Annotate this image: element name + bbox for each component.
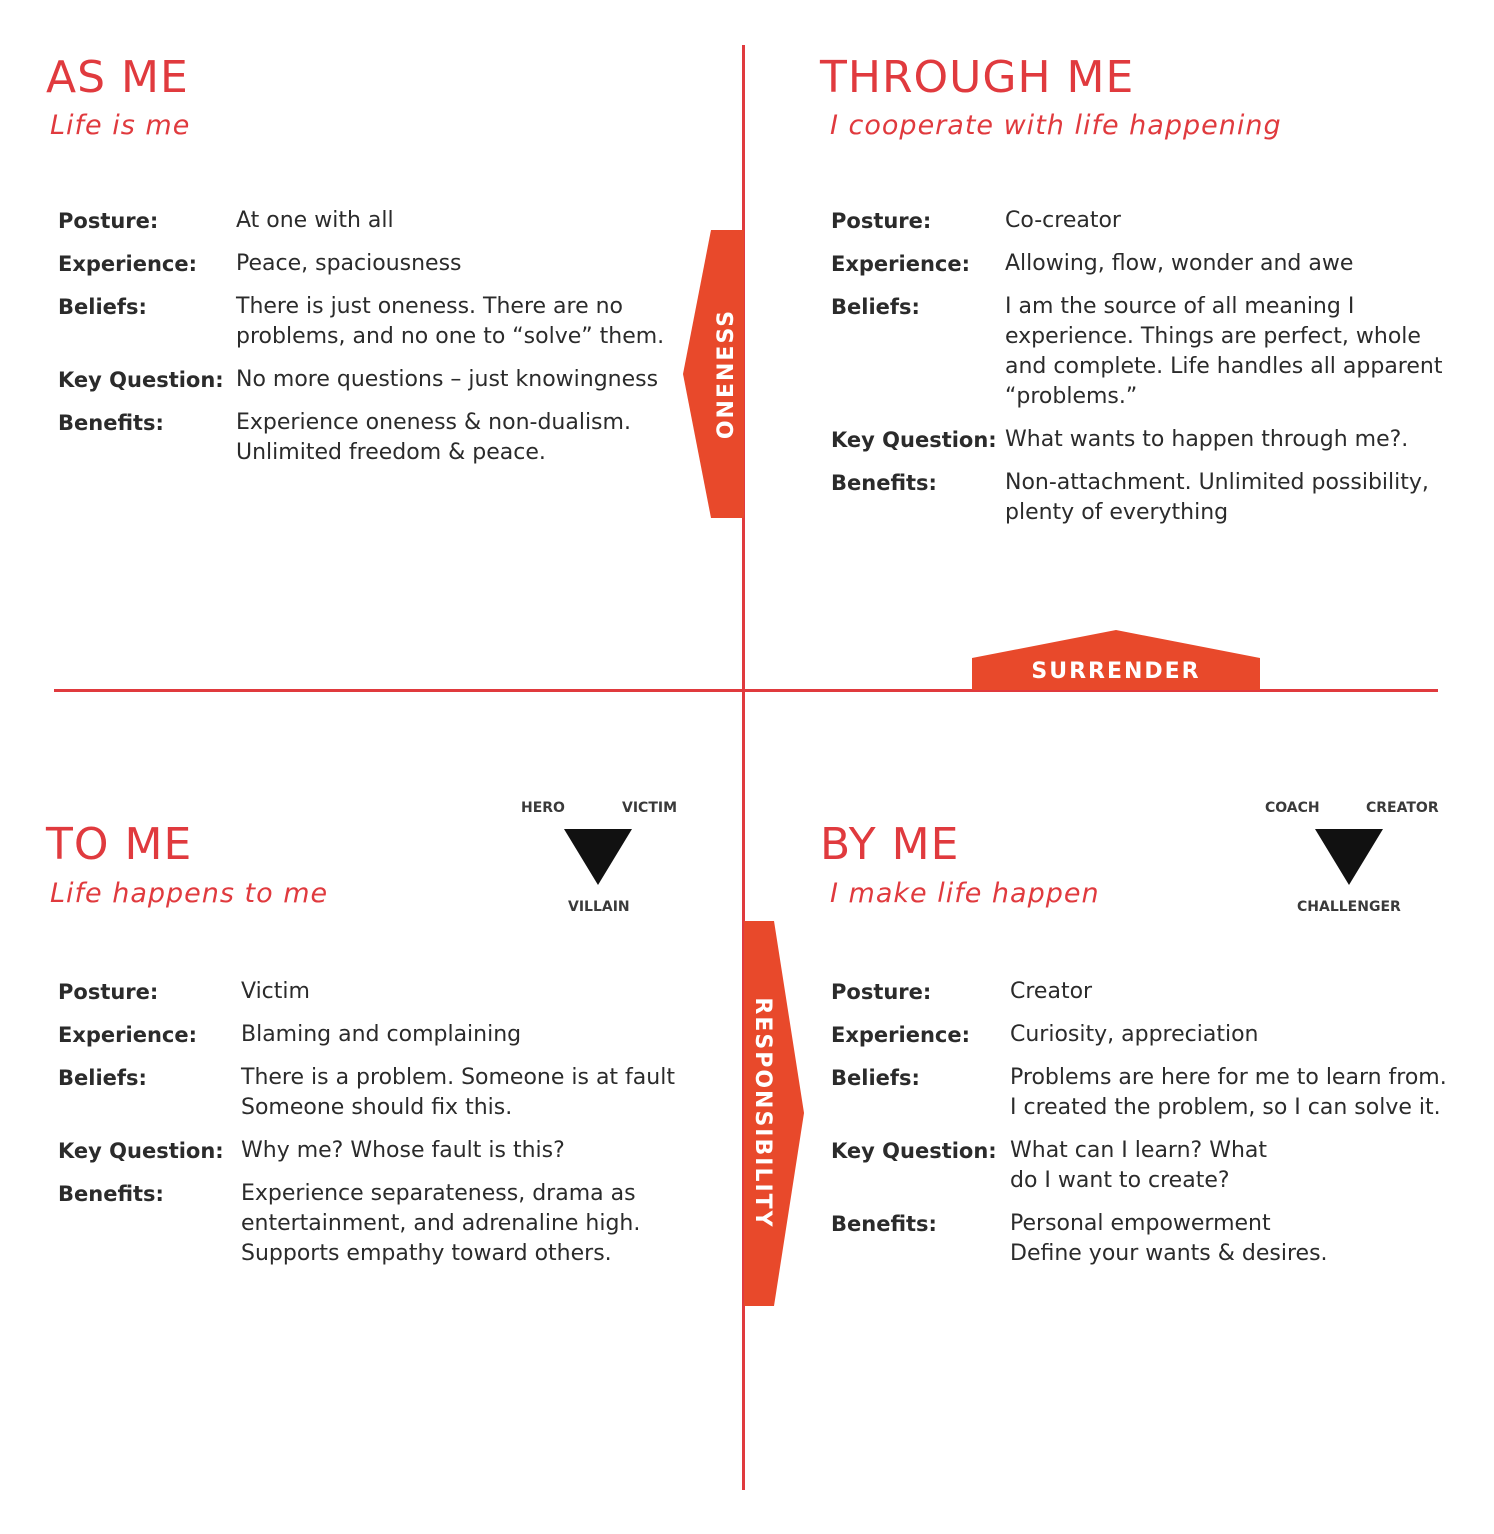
by-me-title: BY ME <box>820 819 960 870</box>
triangle-label-creator: CREATOR <box>1366 800 1439 816</box>
detail-label: Beliefs: <box>831 1066 920 1090</box>
detail-label: Benefits: <box>831 471 937 495</box>
oneness-arrow <box>683 230 744 518</box>
as-me-details <box>58 206 698 481</box>
detail-row <box>831 425 1461 455</box>
detail-label: Posture: <box>58 980 159 1004</box>
detail-value: No more questions – just knowingness <box>236 367 659 392</box>
detail-label: Benefits: <box>58 1182 164 1206</box>
detail-label: Beliefs: <box>831 295 920 319</box>
detail-row <box>58 1136 698 1166</box>
triangle-label-challenger: CHALLENGER <box>1297 899 1401 915</box>
detail-label: Posture: <box>831 209 932 233</box>
detail-value: Non-attachment. Unlimited possibility, plenty of everything <box>1005 470 1429 525</box>
detail-value: Peace, spaciousness <box>236 251 462 276</box>
detail-value: Victim <box>241 979 310 1004</box>
detail-label: Beliefs: <box>58 1066 147 1090</box>
detail-row <box>58 1020 698 1050</box>
detail-value: Blaming and complaining <box>241 1022 522 1047</box>
detail-label: Key Question: <box>58 368 224 392</box>
detail-value: There is just oneness. There are no problems, and no one to “solve” them. <box>236 294 665 349</box>
through-me-title: THROUGH ME <box>820 52 1135 103</box>
detail-row <box>831 249 1461 279</box>
through-me-details <box>831 206 1461 541</box>
detail-value: Problems are here for me to learn from. I created the problem, so I can solve it. <box>1010 1065 1447 1120</box>
as-me-subtitle: Life is me <box>50 110 191 141</box>
detail-row <box>831 206 1461 236</box>
detail-row <box>831 1063 1461 1123</box>
detail-row <box>58 1063 698 1123</box>
detail-value: Personal empowerment Define your wants & desires. <box>1010 1211 1328 1266</box>
detail-value: What wants to happen through me?. <box>1005 427 1409 452</box>
as-me-title: AS ME <box>46 52 189 103</box>
triangle-label-villain: VILLAIN <box>568 899 630 915</box>
detail-row <box>831 1020 1461 1050</box>
surrender-label: SURRENDER <box>1031 659 1201 684</box>
detail-row <box>58 408 698 468</box>
detail-label: Benefits: <box>831 1212 937 1236</box>
detail-value: What can I learn? What do I want to create? <box>1010 1138 1267 1193</box>
detail-label: Benefits: <box>58 411 164 435</box>
detail-row <box>58 249 698 279</box>
detail-row <box>831 468 1461 528</box>
detail-row <box>58 1179 698 1269</box>
detail-row <box>831 1209 1461 1269</box>
detail-value: Curiosity, appreciation <box>1010 1022 1259 1047</box>
detail-label: Posture: <box>58 209 159 233</box>
detail-row <box>58 977 698 1007</box>
detail-value: At one with all <box>236 208 394 233</box>
detail-value: Experience separateness, drama as entertainment, and adrenaline high. Supports empathy toward others. <box>241 1181 641 1266</box>
detail-label: Key Question: <box>831 428 997 452</box>
detail-row <box>58 365 698 395</box>
detail-row <box>831 977 1461 1007</box>
detail-label: Key Question: <box>58 1139 224 1163</box>
surrender-arrow <box>972 630 1260 690</box>
detail-value: Allowing, flow, wonder and awe <box>1005 251 1354 276</box>
drama-triangle-icon <box>564 829 632 885</box>
detail-value: Creator <box>1010 979 1093 1004</box>
detail-value: There is a problem. Someone is at fault Someone should fix this. <box>241 1065 675 1120</box>
triangle-label-coach: COACH <box>1265 800 1320 816</box>
to-me-title: TO ME <box>46 819 193 870</box>
detail-row <box>831 1136 1461 1196</box>
detail-value: Why me? Whose fault is this? <box>241 1138 565 1163</box>
empowerment-triangle-icon <box>1315 829 1383 885</box>
through-me-subtitle: I cooperate with life happening <box>830 110 1282 141</box>
by-me-subtitle: I make life happen <box>830 878 1100 909</box>
responsibility-label: RESPONSIBILITY <box>750 997 775 1229</box>
detail-row <box>831 292 1461 412</box>
responsibility-arrow <box>744 921 804 1306</box>
detail-label: Experience: <box>831 1023 971 1047</box>
detail-row <box>58 206 698 236</box>
triangle-label-victim: VICTIM <box>622 800 678 816</box>
detail-value: I am the source of all meaning I experience. Things are perfect, whole and complete. Life handles all apparent “problems.” <box>1005 294 1443 409</box>
oneness-label: ONENESS <box>714 308 739 440</box>
to-me-details <box>58 977 698 1282</box>
detail-value: Co-creator <box>1005 208 1121 233</box>
by-me-details <box>831 977 1461 1282</box>
detail-label: Key Question: <box>831 1139 997 1163</box>
detail-label: Experience: <box>58 1023 198 1047</box>
detail-label: Beliefs: <box>58 295 147 319</box>
detail-label: Experience: <box>58 252 198 276</box>
triangle-label-hero: HERO <box>521 800 565 816</box>
detail-row <box>58 292 698 352</box>
detail-label: Experience: <box>831 252 971 276</box>
to-me-subtitle: Life happens to me <box>50 878 329 909</box>
detail-label: Posture: <box>831 980 932 1004</box>
detail-value: Experience oneness & non-dualism. Unlimited freedom & peace. <box>236 410 631 465</box>
